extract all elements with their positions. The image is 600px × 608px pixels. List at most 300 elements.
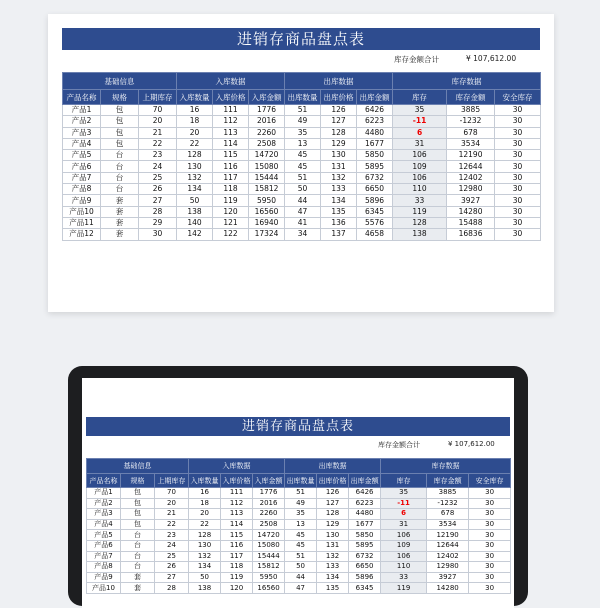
- screen-table-cell: 120: [221, 583, 253, 594]
- screen-column-header: 安全库存: [469, 474, 511, 488]
- screen-table-cell: 134: [317, 572, 349, 583]
- screen-group-header-stock: 库存数据: [381, 459, 511, 474]
- screen-table-cell: 3927: [427, 572, 469, 583]
- table-cell: 20: [139, 116, 177, 127]
- table-cell: 台: [101, 161, 139, 172]
- screen-group-header-outbound: 出库数据: [285, 459, 381, 474]
- table-cell: 6650: [357, 184, 393, 195]
- table-cell: 122: [213, 229, 249, 240]
- table-cell: 包: [101, 105, 139, 116]
- table-cell: 129: [321, 138, 357, 149]
- table-cell: 22: [139, 138, 177, 149]
- inventory-total-row: [62, 52, 540, 66]
- table-cell: 产品11: [63, 217, 101, 228]
- table-cell: 137: [321, 229, 357, 240]
- table-cell: 5576: [357, 217, 393, 228]
- table-cell: 21: [139, 127, 177, 138]
- table-cell: 106: [393, 172, 447, 183]
- table-cell: 24: [139, 161, 177, 172]
- screen-table-cell: 12980: [427, 562, 469, 573]
- screen-table-cell: 包: [121, 509, 155, 520]
- table-cell: 20: [177, 127, 213, 138]
- table-cell: 套: [101, 217, 139, 228]
- table-cell: 114: [213, 138, 249, 149]
- screen-table-cell: 45: [285, 540, 317, 551]
- group-header-stock: 库存数据: [393, 73, 541, 90]
- table-cell: 产品5: [63, 150, 101, 161]
- screen-table-cell: 22: [155, 519, 189, 530]
- screen-column-header: 出库价格: [317, 474, 349, 488]
- column-header-row: [63, 90, 541, 105]
- screen-column-header-row: [87, 474, 511, 488]
- screen-table-cell: 5950: [253, 572, 285, 583]
- screen-table-cell: 127: [317, 498, 349, 509]
- screen-table-cell: 台: [121, 530, 155, 541]
- table-cell: 6732: [357, 172, 393, 183]
- screen-column-header: 库存: [381, 474, 427, 488]
- table-cell: 138: [177, 206, 213, 217]
- table-cell: 15444: [249, 172, 285, 183]
- table-cell: 30: [495, 116, 541, 127]
- table-cell: 16560: [249, 206, 285, 217]
- table-cell: 13: [285, 138, 321, 149]
- table-cell: 26: [139, 184, 177, 195]
- table-cell: 6223: [357, 116, 393, 127]
- column-header: 上期库存: [139, 90, 177, 105]
- screen-table-cell: 12402: [427, 551, 469, 562]
- table-cell: 6426: [357, 105, 393, 116]
- table-cell: 台: [101, 150, 139, 161]
- screen-table-cell: 133: [317, 562, 349, 573]
- table-cell: 44: [285, 195, 321, 206]
- table-cell: 113: [213, 127, 249, 138]
- table-cell: 117: [213, 172, 249, 183]
- screen-table-cell: 115: [221, 530, 253, 541]
- column-header: 安全库存: [495, 90, 541, 105]
- column-header: 入库数量: [177, 90, 213, 105]
- screen-column-header: 规格: [121, 474, 155, 488]
- table-cell: 119: [213, 195, 249, 206]
- table-cell: 12402: [447, 172, 495, 183]
- table-cell: 3885: [447, 105, 495, 116]
- table-cell: 45: [285, 161, 321, 172]
- screen-table-cell: 套: [121, 572, 155, 583]
- screen-table-cell: 31: [381, 519, 427, 530]
- screen-table-cell: 47: [285, 583, 317, 594]
- screen-table-cell: 2016: [253, 498, 285, 509]
- table-row: [63, 161, 541, 172]
- screen-table-cell: 14720: [253, 530, 285, 541]
- table-cell: 产品9: [63, 195, 101, 206]
- screen-table-cell: 27: [155, 572, 189, 583]
- table-cell: 产品2: [63, 116, 101, 127]
- inventory-total-label: 库存金额合计: [394, 55, 439, 64]
- table-cell: 30: [495, 161, 541, 172]
- screen-table-cell: 24: [155, 540, 189, 551]
- group-header-outbound: 出库数据: [285, 73, 393, 90]
- table-cell: 30: [139, 229, 177, 240]
- screen-table-cell: 45: [285, 530, 317, 541]
- screen-table-cell: 5895: [349, 540, 381, 551]
- screen-table-cell: 12644: [427, 540, 469, 551]
- screen-table-cell: 6650: [349, 562, 381, 573]
- table-cell: -11: [393, 116, 447, 127]
- screen-table-row: [87, 519, 511, 530]
- column-header: 规格: [101, 90, 139, 105]
- screen-table-row: [87, 488, 511, 499]
- table-cell: 30: [495, 195, 541, 206]
- screen-table-cell: 51: [285, 488, 317, 499]
- table-cell: 14280: [447, 206, 495, 217]
- screen-table-cell: 117: [221, 551, 253, 562]
- screen-table-cell: -1232: [427, 498, 469, 509]
- screen-table-cell: 50: [189, 572, 221, 583]
- table-cell: 51: [285, 172, 321, 183]
- screen-inventory-total-row: [86, 438, 510, 452]
- table-cell: 116: [213, 161, 249, 172]
- screen-table-cell: 18: [189, 498, 221, 509]
- table-cell: 29: [139, 217, 177, 228]
- table-cell: 140: [177, 217, 213, 228]
- screen-table-cell: 4480: [349, 509, 381, 520]
- table-cell: 128: [321, 127, 357, 138]
- screen-table-cell: 产品1: [87, 488, 121, 499]
- table-cell: 30: [495, 127, 541, 138]
- screen-table-cell: 1776: [253, 488, 285, 499]
- screen-table-cell: 台: [121, 562, 155, 573]
- table-cell: 4480: [357, 127, 393, 138]
- table-cell: 3534: [447, 138, 495, 149]
- screen-table-cell: 106: [381, 551, 427, 562]
- screen-table-cell: 6426: [349, 488, 381, 499]
- table-cell: 25: [139, 172, 177, 183]
- table-cell: 15080: [249, 161, 285, 172]
- table-cell: 12644: [447, 161, 495, 172]
- screen-table-cell: 产品9: [87, 572, 121, 583]
- screen-table-cell: 包: [121, 488, 155, 499]
- screen-table-cell: 678: [427, 509, 469, 520]
- table-cell: 12980: [447, 184, 495, 195]
- screen-table-row: [87, 530, 511, 541]
- screen-table-cell: 台: [121, 540, 155, 551]
- screen-sheet-title: 进销存商品盘点表: [86, 417, 510, 436]
- screen-table-cell: 132: [317, 551, 349, 562]
- screen-table-cell: 23: [155, 530, 189, 541]
- screen-inventory-total-value: ¥ 107,612.00: [448, 440, 495, 448]
- table-cell: 22: [177, 138, 213, 149]
- table-cell: 产品3: [63, 127, 101, 138]
- screen-table-cell: 119: [381, 583, 427, 594]
- table-cell: 4658: [357, 229, 393, 240]
- screen-table-cell: 134: [189, 562, 221, 573]
- screen-table-cell: 30: [469, 519, 511, 530]
- screen-table-cell: 2260: [253, 509, 285, 520]
- table-cell: 45: [285, 150, 321, 161]
- table-cell: 112: [213, 116, 249, 127]
- screen-column-header: 入库数量: [189, 474, 221, 488]
- table-cell: 35: [285, 127, 321, 138]
- screen-table-cell: 128: [189, 530, 221, 541]
- table-row: [63, 195, 541, 206]
- screen-table-row: [87, 562, 511, 573]
- table-cell: 5895: [357, 161, 393, 172]
- screen-table-cell: -11: [381, 498, 427, 509]
- screen-table-cell: 产品6: [87, 540, 121, 551]
- table-cell: 49: [285, 116, 321, 127]
- column-header: 出库金额: [357, 90, 393, 105]
- table-cell: 30: [495, 172, 541, 183]
- screen-table-cell: 30: [469, 572, 511, 583]
- screen-table-cell: 产品3: [87, 509, 121, 520]
- screen-column-header: 出库数量: [285, 474, 317, 488]
- screen-table-cell: 116: [221, 540, 253, 551]
- screen-table-cell: 51: [285, 551, 317, 562]
- table-cell: 3927: [447, 195, 495, 206]
- screen-table-cell: 30: [469, 530, 511, 541]
- table-cell: 23: [139, 150, 177, 161]
- screen-table-cell: 131: [317, 540, 349, 551]
- table-cell: 27: [139, 195, 177, 206]
- table-cell: 132: [321, 172, 357, 183]
- table-cell: 产品4: [63, 138, 101, 149]
- sheet-title: 进销存商品盘点表: [62, 28, 540, 50]
- screen-table-cell: 129: [317, 519, 349, 530]
- screen-table-cell: 35: [381, 488, 427, 499]
- screen-column-header: 出库金额: [349, 474, 381, 488]
- table-cell: 5850: [357, 150, 393, 161]
- table-cell: 51: [285, 105, 321, 116]
- screen-table-cell: 128: [317, 509, 349, 520]
- screen-table-cell: 30: [469, 498, 511, 509]
- screen-table-cell: 产品7: [87, 551, 121, 562]
- screen-table-row: [87, 509, 511, 520]
- column-header: 出库价格: [321, 90, 357, 105]
- screen-table-cell: 119: [221, 572, 253, 583]
- column-header: 产品名称: [63, 90, 101, 105]
- table-cell: 1776: [249, 105, 285, 116]
- screen-table-cell: 5896: [349, 572, 381, 583]
- table-cell: 30: [495, 217, 541, 228]
- screen-table-cell: 126: [317, 488, 349, 499]
- screen-table-cell: 44: [285, 572, 317, 583]
- table-cell: 134: [177, 184, 213, 195]
- screen-table-cell: 15080: [253, 540, 285, 551]
- screen-table-cell: 118: [221, 562, 253, 573]
- table-cell: 115: [213, 150, 249, 161]
- table-cell: 产品1: [63, 105, 101, 116]
- screen-table-cell: 16: [189, 488, 221, 499]
- table-cell: 135: [321, 206, 357, 217]
- table-cell: 130: [321, 150, 357, 161]
- screen-table-row: [87, 540, 511, 551]
- screen-table-cell: 产品8: [87, 562, 121, 573]
- table-cell: 128: [177, 150, 213, 161]
- screen-table-cell: 70: [155, 488, 189, 499]
- table-cell: 30: [495, 105, 541, 116]
- screen-table-cell: 套: [121, 583, 155, 594]
- table-cell: 118: [213, 184, 249, 195]
- group-header-basic: 基础信息: [63, 73, 177, 90]
- table-row: [63, 150, 541, 161]
- table-cell: 2016: [249, 116, 285, 127]
- table-cell: 产品6: [63, 161, 101, 172]
- table-cell: 119: [393, 206, 447, 217]
- screen-column-header: 入库金额: [253, 474, 285, 488]
- screen-column-header: 入库价格: [221, 474, 253, 488]
- table-cell: 产品12: [63, 229, 101, 240]
- table-cell: 套: [101, 195, 139, 206]
- table-row: [63, 127, 541, 138]
- table-cell: 30: [495, 206, 541, 217]
- table-cell: 包: [101, 127, 139, 138]
- screen-inventory-total-label: 库存金额合计: [378, 441, 420, 449]
- screen-table-cell: 台: [121, 551, 155, 562]
- table-cell: 35: [393, 105, 447, 116]
- table-cell: 138: [393, 229, 447, 240]
- table-cell: 126: [321, 105, 357, 116]
- screen-column-header: 上期库存: [155, 474, 189, 488]
- table-cell: 70: [139, 105, 177, 116]
- table-cell: 6345: [357, 206, 393, 217]
- screen-table-cell: 30: [469, 488, 511, 499]
- table-cell: 15488: [447, 217, 495, 228]
- table-cell: 133: [321, 184, 357, 195]
- table-cell: 128: [393, 217, 447, 228]
- table-row: [63, 172, 541, 183]
- screen-table-cell: 包: [121, 498, 155, 509]
- table-cell: 1677: [357, 138, 393, 149]
- screen-table-cell: 6223: [349, 498, 381, 509]
- screen-table-cell: 30: [469, 551, 511, 562]
- table-cell: 110: [393, 184, 447, 195]
- table-cell: 127: [321, 116, 357, 127]
- screen-table-cell: 112: [221, 498, 253, 509]
- screen-table-cell: 产品10: [87, 583, 121, 594]
- table-cell: 5896: [357, 195, 393, 206]
- screen-group-header-basic: 基础信息: [87, 459, 189, 474]
- screen-table-cell: 包: [121, 519, 155, 530]
- screen-table-cell: 50: [285, 562, 317, 573]
- table-cell: 130: [177, 161, 213, 172]
- table-cell: 18: [177, 116, 213, 127]
- screen-table-cell: 28: [155, 583, 189, 594]
- screen-table-cell: 1677: [349, 519, 381, 530]
- column-header: 库存: [393, 90, 447, 105]
- table-cell: 5950: [249, 195, 285, 206]
- table-row: [63, 105, 541, 116]
- table-row: [63, 138, 541, 149]
- screen-table-cell: 130: [189, 540, 221, 551]
- screen-table-cell: 30: [469, 540, 511, 551]
- screen-table-cell: 25: [155, 551, 189, 562]
- screen-table-cell: 33: [381, 572, 427, 583]
- table-cell: -1232: [447, 116, 495, 127]
- screen-table-cell: 14280: [427, 583, 469, 594]
- table-cell: 6: [393, 127, 447, 138]
- table-cell: 包: [101, 116, 139, 127]
- table-cell: 41: [285, 217, 321, 228]
- group-header-inbound: 入库数据: [177, 73, 285, 90]
- table-cell: 台: [101, 184, 139, 195]
- table-row: [63, 217, 541, 228]
- screen-table-cell: 130: [317, 530, 349, 541]
- table-cell: 2260: [249, 127, 285, 138]
- screen-group-header-row: [87, 459, 511, 474]
- screen-table-cell: 5850: [349, 530, 381, 541]
- screen-table-cell: 106: [381, 530, 427, 541]
- table-cell: 28: [139, 206, 177, 217]
- screen-table-cell: 13: [285, 519, 317, 530]
- table-cell: 30: [495, 229, 541, 240]
- screen-table-cell: 15444: [253, 551, 285, 562]
- screen-table-cell: 26: [155, 562, 189, 573]
- screen-table-cell: 109: [381, 540, 427, 551]
- inventory-table: [62, 72, 541, 241]
- table-cell: 17324: [249, 229, 285, 240]
- inventory-total-value: ¥ 107,612.00: [466, 54, 517, 63]
- table-cell: 132: [177, 172, 213, 183]
- screen-table-cell: 20: [155, 498, 189, 509]
- column-header: 库存金额: [447, 90, 495, 105]
- table-cell: 12190: [447, 150, 495, 161]
- table-cell: 套: [101, 229, 139, 240]
- table-cell: 14720: [249, 150, 285, 161]
- table-cell: 142: [177, 229, 213, 240]
- table-cell: 30: [495, 138, 541, 149]
- table-cell: 16940: [249, 217, 285, 228]
- screen-table-cell: 20: [189, 509, 221, 520]
- table-cell: 套: [101, 206, 139, 217]
- screen-table-row: [87, 498, 511, 509]
- table-cell: 16: [177, 105, 213, 116]
- screen-table-cell: 产品5: [87, 530, 121, 541]
- screen-table-cell: 132: [189, 551, 221, 562]
- table-cell: 产品10: [63, 206, 101, 217]
- screen-table-row: [87, 583, 511, 594]
- table-cell: 136: [321, 217, 357, 228]
- screen-table-cell: 30: [469, 562, 511, 573]
- table-cell: 34: [285, 229, 321, 240]
- table-cell: 47: [285, 206, 321, 217]
- column-header: 出库数量: [285, 90, 321, 105]
- table-cell: 16836: [447, 229, 495, 240]
- table-cell: 30: [495, 150, 541, 161]
- screen-table-cell: 111: [221, 488, 253, 499]
- screen-table-cell: 产品2: [87, 498, 121, 509]
- table-cell: 产品8: [63, 184, 101, 195]
- screen-table-row: [87, 551, 511, 562]
- screen-table-cell: 30: [469, 509, 511, 520]
- screen-column-header: 产品名称: [87, 474, 121, 488]
- screen-table-cell: 30: [469, 583, 511, 594]
- laptop-screen: [82, 378, 514, 608]
- screen-table-cell: 3534: [427, 519, 469, 530]
- table-cell: 产品7: [63, 172, 101, 183]
- screen-table-cell: 产品4: [87, 519, 121, 530]
- screen-table-cell: 6345: [349, 583, 381, 594]
- table-cell: 131: [321, 161, 357, 172]
- table-cell: 2508: [249, 138, 285, 149]
- table-cell: 30: [495, 184, 541, 195]
- screen-group-header-inbound: 入库数据: [189, 459, 285, 474]
- screen-table-cell: 110: [381, 562, 427, 573]
- table-cell: 106: [393, 150, 447, 161]
- table-row: [63, 229, 541, 240]
- table-row: [63, 184, 541, 195]
- table-cell: 50: [177, 195, 213, 206]
- table-cell: 33: [393, 195, 447, 206]
- screen-table-cell: 2508: [253, 519, 285, 530]
